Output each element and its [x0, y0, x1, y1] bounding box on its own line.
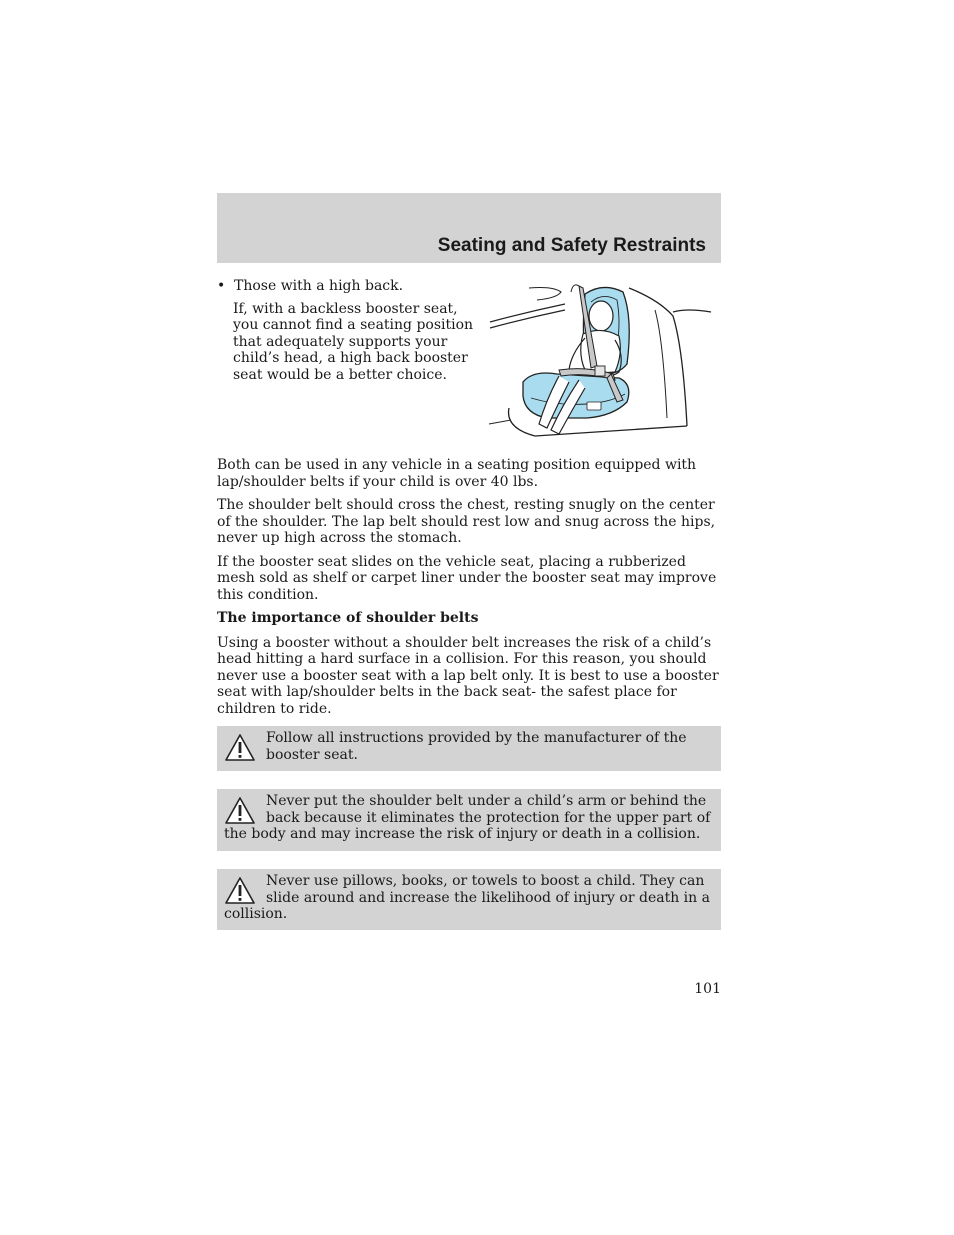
subheading: The importance of shoulder belts	[217, 610, 479, 626]
body-paragraph: Both can be used in any vehicle in a seating position equipped with lap/shoulder belts if your child is over 40 lbs.	[217, 457, 697, 490]
bullet-list	[217, 278, 477, 383]
warning-box	[217, 869, 721, 930]
section-header	[217, 193, 721, 263]
warning-box	[217, 789, 721, 851]
bullet-description: If, with a backless booster seat, you cannot find a seating position that adequately supports your child’s head, a high back booster seat would be a better choice.	[233, 300, 474, 383]
warning-text: Follow all instructions provided by the manufacturer of the booster seat.	[266, 730, 687, 763]
warning-triangle-icon	[224, 796, 256, 826]
bullet-text: Those with a high back.	[234, 278, 404, 294]
section-title: Seating and Safety Restraints	[437, 235, 706, 256]
page-number: 101	[694, 981, 721, 997]
bullet-marker: •	[217, 278, 226, 294]
warning-box	[217, 726, 721, 771]
body-paragraph: The shoulder belt should cross the chest, resting snugly on the center of the shoulder. The lap belt should rest low and snug across the hips, never up high across the stomach.	[217, 497, 716, 546]
body-paragraph: Using a booster without a shoulder belt increases the risk of a child’s head hitting a hard surface in a collision. For this reason, you should never use a booster seat with a lap belt only. It is best to use a booster seat with lap/shoulder belts in the back seat- the safest place for children to ride.	[217, 634, 719, 717]
body-paragraph: If the booster seat slides on the vehicle seat, placing a rubberized mesh sold as shelf or carpet liner under the booster seat may improve this condition.	[217, 553, 717, 603]
warning-triangle-icon	[224, 733, 256, 763]
warning-triangle-icon	[224, 876, 256, 906]
body-content	[217, 457, 721, 724]
warning-text: Never put the shoulder belt under a child’s arm or behind the back because it eliminates the protection for the upper part of the body and may increase the risk of injury or death in a collision.	[224, 793, 711, 842]
warning-text: Never use pillows, books, or towels to boost a child. They can slide around and increase the likelihood of injury or death in a collision.	[224, 873, 710, 922]
bullet-item	[217, 278, 477, 295]
booster-seat-illustration	[487, 278, 713, 440]
